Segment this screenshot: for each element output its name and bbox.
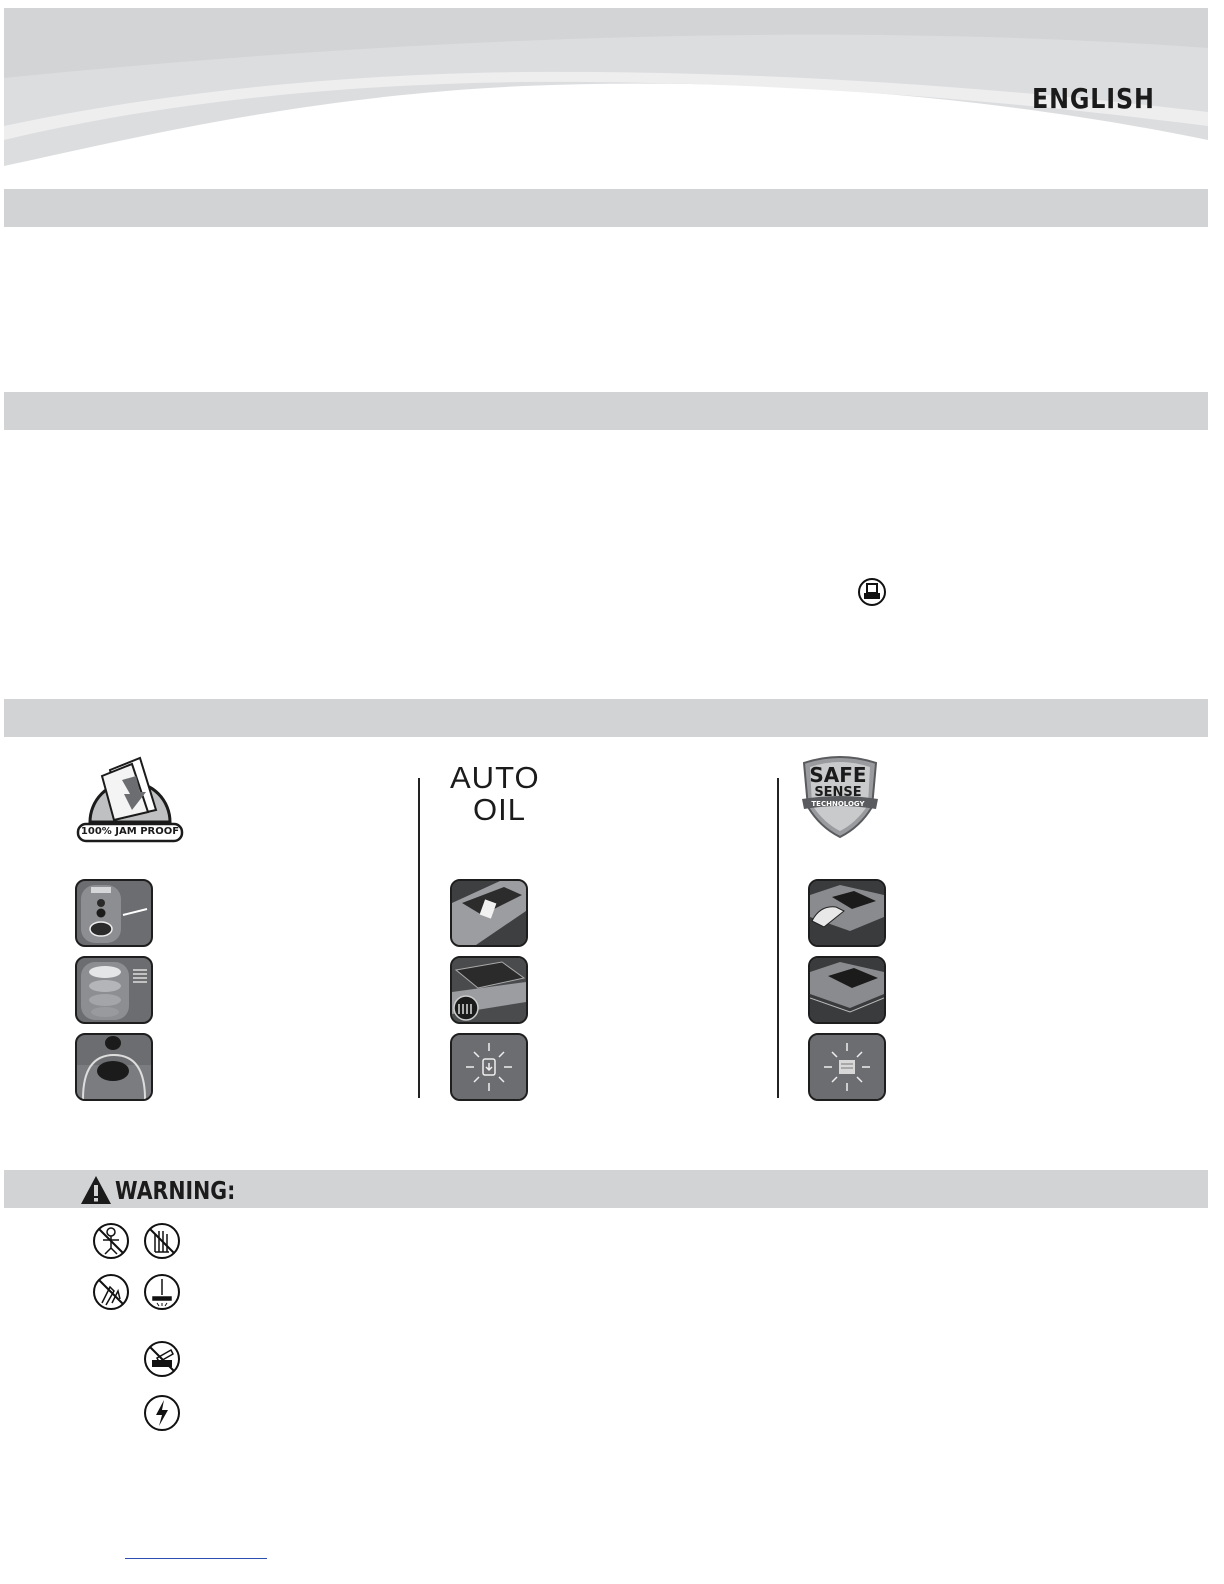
safe-sense-indicator-light-icon — [808, 1033, 886, 1101]
warning-triangle-icon — [80, 1175, 112, 1205]
safe-sense-line1: SAFE — [809, 763, 867, 787]
oil-bottle-insert-icon — [450, 879, 528, 947]
no-children-icon — [92, 1222, 130, 1260]
safe-sense-line2: SENSE — [814, 785, 862, 800]
auto-button-icon — [75, 1033, 153, 1101]
oil-spray-cutters-icon — [450, 956, 528, 1024]
shredder-stopped-icon — [808, 956, 886, 1024]
jam-proof-logo — [76, 752, 184, 844]
shredder-head-icon — [857, 577, 887, 607]
column-divider — [777, 778, 779, 1098]
header-wave-banner — [4, 8, 1208, 168]
auto-oil-line1: AUTO — [450, 760, 540, 795]
sheet-capacity-meter-icon — [75, 956, 153, 1024]
section-header-band-3 — [4, 699, 1208, 737]
no-hands-icon — [143, 1222, 181, 1260]
electric-shock-icon — [143, 1394, 181, 1432]
warning-heading — [80, 1173, 262, 1207]
control-panel-auto-icon — [75, 879, 153, 947]
section-header-band-2 — [4, 392, 1208, 430]
no-loose-clothing-icon — [92, 1273, 130, 1311]
auto-oil-line2: OIL — [473, 792, 526, 827]
footer-link-underline — [125, 1558, 267, 1559]
safe-sense-line3: TECHNOLOGY — [811, 800, 865, 808]
no-aerosol-icon — [143, 1340, 181, 1378]
section-header-band-1 — [4, 189, 1208, 227]
jam-proof-badge-text: 100% JAM PROOF — [80, 826, 180, 837]
no-hair-icon — [143, 1273, 181, 1311]
hand-on-shredder-icon — [808, 879, 886, 947]
oil-indicator-light-icon — [450, 1033, 528, 1101]
language-label: ENGLISH — [1032, 82, 1155, 115]
column-divider — [418, 778, 420, 1098]
auto-oil-logo — [450, 760, 546, 832]
warning-title: WARNING: — [115, 1175, 236, 1205]
safe-sense-logo — [798, 755, 882, 839]
